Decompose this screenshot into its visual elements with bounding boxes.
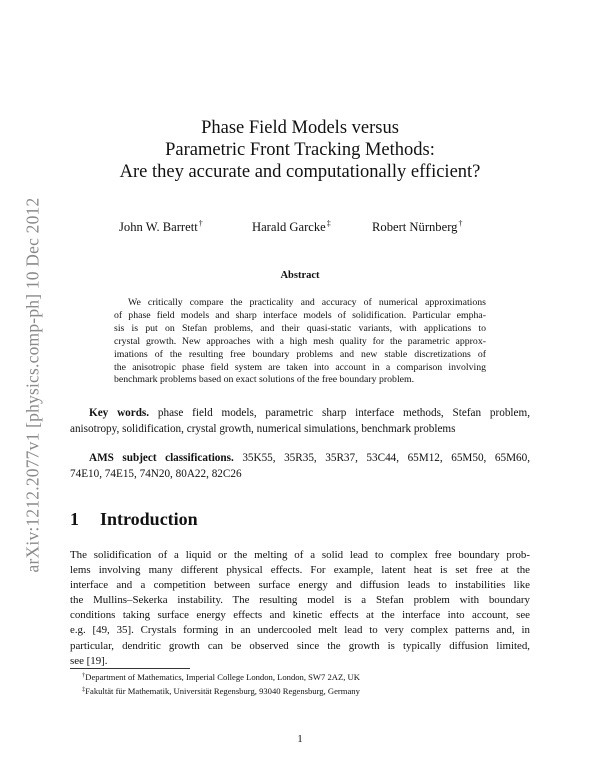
intro-line: The solidification of a liquid or the melting of a solid lead to complex free boundary prob- xyxy=(70,549,530,561)
title-line: Parametric Front Tracking Methods: xyxy=(165,140,435,160)
arxiv-stamp xyxy=(20,175,45,595)
abstract-heading: Abstract xyxy=(280,270,320,281)
title-line: Are they accurate and computationally efficient? xyxy=(119,162,481,182)
abstract-line: We critically compare the practicality and accuracy of numerical approximations xyxy=(128,297,486,308)
author-nurnberg: Robert Nürnberg† xyxy=(372,219,463,234)
section-number: 1 xyxy=(70,509,79,529)
section-heading xyxy=(70,509,198,530)
footnote-item: ‡Fakultät für Mathematik, Universität Regensburg, 93040 Regensburg, Germany xyxy=(82,685,360,696)
intro-paragraph xyxy=(70,548,530,669)
author-barrett: John W. Barrett† xyxy=(119,219,203,234)
intro-line: lems involving many different physical effects. For example, latent heat is set free at the xyxy=(70,564,530,577)
intro-line: see [19]. xyxy=(70,654,108,667)
intro-line: conditions taking surface energy effects and kinetic effects at the interface into account, see xyxy=(70,609,530,622)
arxiv-stamp-text: arXiv:1212.2077v1 [physics.comp-ph] 10 Dec 2012 xyxy=(22,197,42,573)
author-garcke: Harald Garcke‡ xyxy=(252,219,331,234)
footnote-item: †Department of Mathematics, Imperial College London, London, SW7 2AZ, UK xyxy=(82,672,360,682)
abstract-line: of phase field models and sharp interface models of solidification. Particular empha- xyxy=(114,309,486,321)
abstract-line: imations of the resulting free boundary problems and new stable discretizations of xyxy=(114,348,486,360)
author-list xyxy=(0,219,600,235)
abstract-body xyxy=(114,297,486,387)
footnotes xyxy=(70,667,530,697)
intro-line: e.g. [49, 35]. Crystals forming in an undercooled melt lead to very complex patterns and, in xyxy=(70,624,530,637)
ams-label: AMS subject classifications. xyxy=(89,452,234,464)
ams-classifications xyxy=(70,451,530,482)
keywords-line-1: Key words. phase field models, parametric sharp interface methods, Stefan problem, xyxy=(89,407,531,419)
keywords xyxy=(70,406,530,437)
abstract-line: sis is put on Stefan problems, and their quasi-static variants, with applications to xyxy=(114,322,486,334)
page-number: 1 xyxy=(297,733,303,745)
paper-title xyxy=(80,117,520,183)
intro-line: the Mullins–Sekerka instability. The resulting model is a Stefan problem with boundary xyxy=(70,594,530,607)
intro-line: interface and a competition between surface energy and diffusion leads to instabilities like xyxy=(70,579,530,592)
keywords-label: Key words. xyxy=(89,407,150,419)
abstract-line: the anisotropic phase field system are taken into account in a comparison involving xyxy=(114,361,486,373)
title-line: Phase Field Models versus xyxy=(201,118,399,138)
intro-line: particular, dendritic growth can be observed since the growth is typically diffusion limited, xyxy=(70,639,530,652)
abstract-line: benchmark problems based on exact solutions of the free boundary problem. xyxy=(114,374,415,386)
keywords-line-2: anisotropy, solidification, crystal growth, numerical simulations, benchmark problems xyxy=(70,422,456,435)
section-title: Introduction xyxy=(100,509,198,529)
ams-line-1: AMS subject classifications. 35K55, 35R35, 35R37, 53C44, 65M12, 65M50, 65M60, xyxy=(89,452,531,464)
abstract-line: crystal growth. New approaches with a high mesh quality for the parametric approx- xyxy=(114,335,486,347)
ams-line-2: 74E10, 74E15, 74N20, 80A22, 82C26 xyxy=(70,467,242,480)
